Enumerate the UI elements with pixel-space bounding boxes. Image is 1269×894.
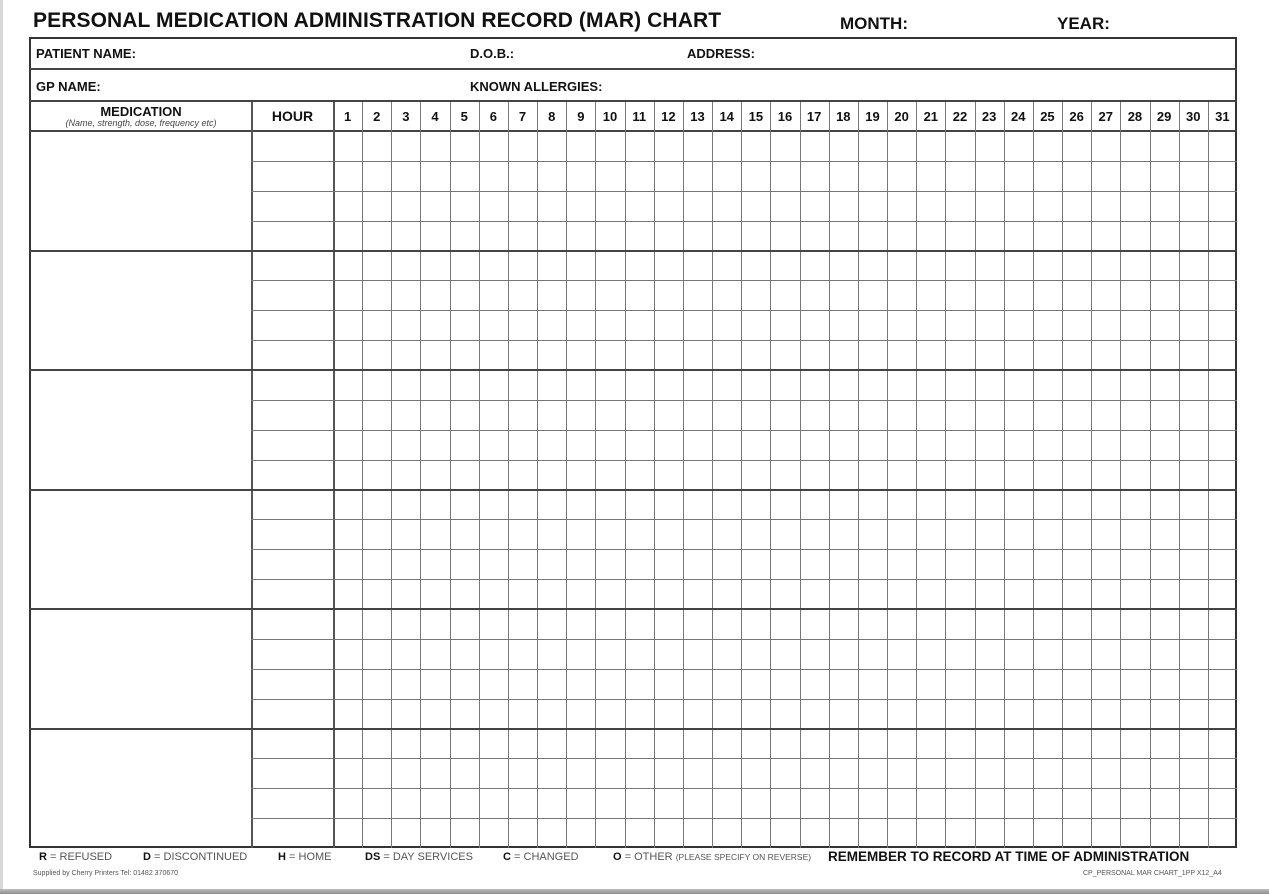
dose-row-divider: [251, 519, 1237, 520]
legend-meaning: DISCONTINUED: [163, 851, 248, 863]
medication-header: [31, 102, 251, 131]
hour-cell[interactable]: [253, 700, 332, 728]
day-header: 23: [981, 109, 997, 124]
legend-code: DS: [365, 851, 381, 863]
medication-block-divider: [29, 250, 1237, 252]
dose-row-divider: [251, 699, 1237, 700]
day-column-divider: [566, 102, 567, 848]
hour-cell[interactable]: [253, 252, 332, 280]
hour-cell[interactable]: [253, 132, 332, 160]
day-column-divider: [537, 102, 538, 848]
page-edge: [0, 0, 3, 894]
legend-note: (PLEASE SPECIFY ON REVERSE): [675, 852, 812, 862]
hour-cell[interactable]: [253, 401, 332, 429]
form-title: PERSONAL MEDICATION ADMINISTRATION RECORD (MAR) CHART: [33, 9, 722, 32]
legend-meaning: OTHER: [634, 851, 673, 863]
day-header: 16: [777, 109, 793, 124]
legend-equals: =: [289, 851, 296, 863]
legend-equals: =: [624, 851, 632, 863]
hour-cell[interactable]: [253, 281, 332, 309]
dob-field[interactable]: D.O.B.:: [470, 46, 515, 61]
day-column-divider: [741, 102, 742, 848]
day-column-divider: [829, 102, 830, 848]
day-column-divider: [1150, 102, 1151, 848]
day-header: 4: [431, 109, 439, 124]
day-header: 25: [1040, 109, 1055, 124]
hour-cell[interactable]: [253, 461, 332, 489]
medication-cell[interactable]: [31, 730, 251, 848]
day-header: 8: [548, 109, 556, 124]
day-column-divider: [508, 102, 509, 848]
day-column-divider: [945, 102, 946, 848]
supplier-text: Supplied by Cherry Printers Tel: 01482 370670: [33, 870, 179, 877]
day-header: 26: [1069, 109, 1084, 124]
medication-block-divider: [29, 489, 1237, 491]
day-header: 12: [661, 109, 676, 124]
medication-cell[interactable]: [31, 371, 251, 489]
dose-row-divider: [251, 639, 1237, 640]
hour-header: HOUR: [271, 108, 314, 124]
medication-block-divider: [29, 369, 1237, 371]
day-column-divider: [1208, 102, 1209, 848]
medication-cell[interactable]: [31, 610, 251, 728]
dose-row-divider: [251, 310, 1237, 311]
day-column-divider: [887, 102, 888, 848]
dose-row-divider: [251, 161, 1237, 162]
legend-meaning: REFUSED: [59, 851, 113, 863]
legend-equals: =: [154, 851, 161, 863]
day-column-divider: [858, 102, 859, 848]
day-column-divider: [770, 102, 771, 848]
day-column-divider: [595, 102, 596, 848]
hour-cell[interactable]: [253, 640, 332, 668]
page-shadow: [0, 889, 1269, 894]
legend-code: C: [503, 851, 511, 863]
day-column-divider: [420, 102, 421, 848]
day-header: 21: [923, 109, 939, 124]
medication-block-divider: [29, 608, 1237, 610]
reminder-text: REMEMBER TO RECORD AT TIME OF ADMINISTRATION: [828, 849, 1190, 864]
day-header: 28: [1127, 109, 1143, 124]
legend-other: [613, 851, 811, 863]
day-column-divider: [362, 102, 363, 848]
legend-discontinued: [143, 851, 247, 863]
day-header: 14: [719, 109, 734, 124]
day-header: 1: [343, 109, 352, 124]
legend-equals: =: [50, 851, 57, 863]
hour-cell[interactable]: [253, 371, 332, 399]
dose-row-divider: [251, 430, 1237, 431]
day-column-divider: [479, 102, 480, 848]
hour-cell[interactable]: [253, 491, 332, 519]
hour-cell[interactable]: [253, 759, 332, 787]
day-header: 17: [806, 109, 822, 124]
month-field[interactable]: MONTH:: [840, 14, 908, 33]
medication-header-hint: (Name, strength, dose, frequency etc): [65, 118, 217, 128]
legend-equals: =: [514, 851, 521, 863]
dose-row-divider: [251, 460, 1237, 461]
hour-cell[interactable]: [253, 431, 332, 459]
hour-column-divider: [333, 102, 335, 848]
day-header: 9: [577, 109, 585, 124]
day-header: 22: [952, 109, 968, 124]
legend-refused: [39, 851, 112, 863]
dose-row-divider: [251, 340, 1237, 341]
address-field[interactable]: ADDRESS:: [687, 46, 755, 61]
patient-name-field[interactable]: PATIENT NAME:: [36, 46, 136, 61]
day-header: 5: [460, 109, 468, 124]
legend-code: R: [39, 851, 47, 863]
dose-row-divider: [251, 280, 1237, 281]
hour-cell[interactable]: [253, 670, 332, 698]
day-column-divider: [1179, 102, 1180, 848]
day-header: 18: [836, 109, 851, 124]
medication-header-label: MEDICATION: [100, 104, 182, 119]
dose-row-divider: [251, 221, 1237, 222]
hour-cell[interactable]: [253, 730, 332, 758]
hour-cell[interactable]: [253, 819, 332, 847]
day-column-divider: [975, 102, 976, 848]
day-column-divider: [916, 102, 917, 848]
medication-cell[interactable]: [31, 252, 251, 370]
day-header: 7: [518, 109, 527, 124]
hour-cell[interactable]: [253, 311, 332, 339]
legend-code: D: [143, 851, 151, 863]
day-column-divider: [683, 102, 684, 848]
dose-row-divider: [251, 400, 1237, 401]
day-column-divider: [1091, 102, 1092, 848]
hour-cell[interactable]: [253, 580, 332, 608]
patient-info-row: [29, 37, 1237, 70]
hour-cell[interactable]: [253, 789, 332, 817]
day-header: 15: [748, 109, 764, 124]
day-header: 19: [865, 109, 880, 124]
legend-code: O: [613, 851, 622, 863]
hour-cell[interactable]: [253, 610, 332, 638]
day-header: 27: [1098, 109, 1113, 124]
day-header: 31: [1215, 109, 1230, 124]
legend-day-services: [365, 851, 473, 863]
legend-changed: [503, 851, 579, 863]
legend-code: H: [278, 851, 286, 863]
day-header: 13: [690, 109, 705, 124]
dose-row-divider: [251, 191, 1237, 192]
day-column-divider: [654, 102, 655, 848]
legend-equals: =: [383, 851, 390, 863]
dose-row-divider: [251, 549, 1237, 550]
hour-cell[interactable]: [253, 341, 332, 369]
medication-block-divider: [29, 728, 1237, 730]
day-header: 20: [894, 109, 909, 124]
day-header: 29: [1156, 109, 1172, 124]
day-column-divider: [625, 102, 626, 848]
hour-cell[interactable]: [253, 192, 332, 220]
medication-cell[interactable]: [31, 491, 251, 609]
dose-row-divider: [251, 579, 1237, 580]
form-code: CP_PERSONAL MAR CHART_1PP X12_A4: [1083, 870, 1222, 877]
day-header: 24: [1011, 109, 1026, 124]
dose-row-divider: [251, 818, 1237, 819]
day-column-divider: [450, 102, 451, 848]
legend-meaning: HOME: [298, 851, 332, 863]
dose-row-divider: [251, 669, 1237, 670]
hour-cell[interactable]: [253, 162, 332, 190]
day-column-divider: [391, 102, 392, 848]
day-header: 2: [373, 109, 381, 124]
day-header: 6: [489, 109, 497, 124]
gp-name-field[interactable]: GP NAME:: [36, 79, 101, 94]
day-header: 10: [602, 109, 618, 124]
day-column-divider: [1062, 102, 1063, 848]
day-column-divider: [712, 102, 713, 848]
dose-row-divider: [251, 788, 1237, 789]
hour-cell[interactable]: [253, 222, 332, 250]
known-allergies-field[interactable]: KNOWN ALLERGIES:: [470, 79, 603, 94]
day-header: 3: [402, 109, 410, 124]
day-header: 30: [1186, 109, 1201, 124]
day-column-divider: [1033, 102, 1034, 848]
legend-home: [278, 851, 332, 863]
hour-cell[interactable]: [253, 550, 332, 578]
gp-info-row: [29, 70, 1237, 102]
legend-meaning: CHANGED: [523, 851, 579, 863]
legend-meaning: DAY SERVICES: [392, 851, 473, 863]
hour-cell[interactable]: [253, 520, 332, 548]
medication-cell[interactable]: [31, 132, 251, 250]
day-column-divider: [1120, 102, 1121, 848]
day-column-divider: [1004, 102, 1005, 848]
year-field[interactable]: YEAR:: [1057, 14, 1110, 33]
day-column-divider: [800, 102, 801, 848]
dose-row-divider: [251, 758, 1237, 759]
day-header: 11: [632, 109, 647, 124]
